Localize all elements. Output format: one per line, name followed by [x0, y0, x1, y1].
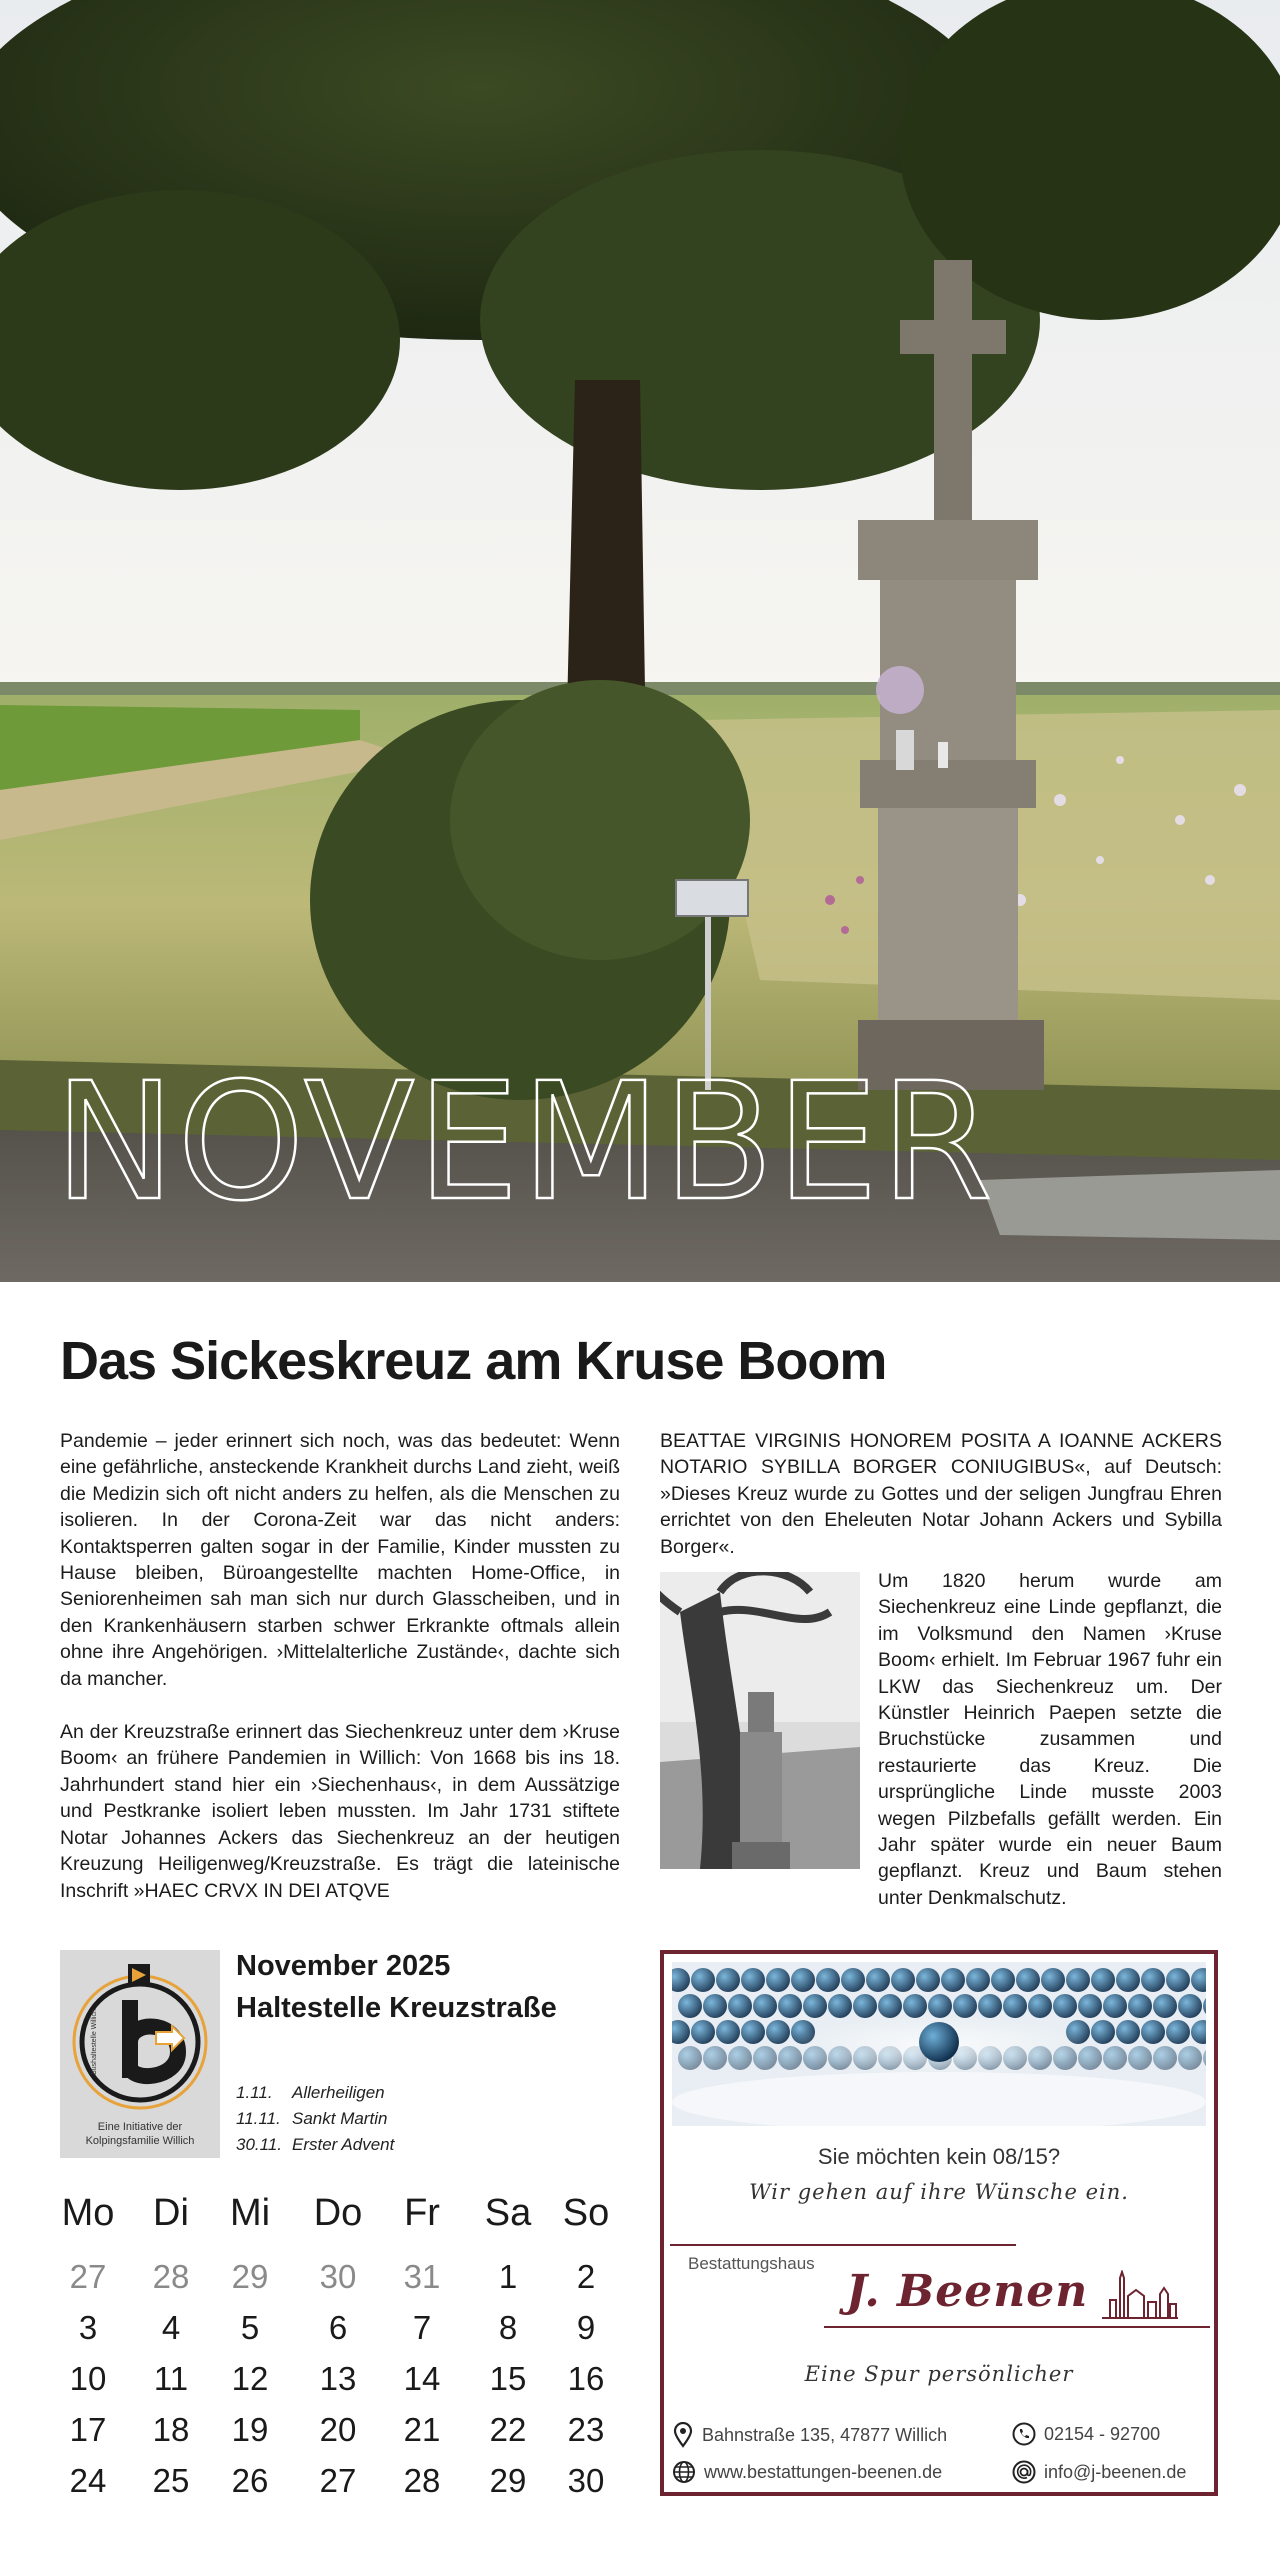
initiative-logo: [60, 1950, 220, 2158]
ad-subline: Wir gehen auf ihre Wünsche ein.: [749, 2180, 1129, 2204]
holiday-date: 1.11.: [236, 2083, 273, 2102]
ad-slogan: Eine Spur persönlicher: [804, 2362, 1074, 2386]
weekday-label: Di: [153, 2192, 189, 2234]
calendar-week-row: [60, 2309, 620, 2349]
logo-caption: Eine Initiative der Kolpingsfamilie Willich: [85, 2121, 195, 2147]
holiday-name: Allerheiligen: [292, 2083, 385, 2102]
calendar-day-other-month: 28: [152, 2258, 190, 2295]
calendar-week-row: [60, 2258, 620, 2298]
calendar-day: 23: [567, 2411, 605, 2448]
calendar-week-row: [60, 2411, 620, 2451]
calendar-day: 13: [319, 2360, 357, 2397]
weekday-label: Do: [313, 2192, 363, 2234]
calendar-day: 11: [153, 2360, 189, 2397]
calendar-day: 18: [152, 2411, 190, 2448]
holiday-list: [236, 2080, 394, 2158]
map-pin-icon: [672, 2422, 694, 2448]
calendar-day: 1: [498, 2258, 518, 2295]
weekday-label: Fr: [404, 2192, 440, 2234]
ad-divider: [670, 2244, 1016, 2246]
calendar-day: 27: [319, 2462, 357, 2499]
ad-email[interactable]: info@j-beenen.de: [1012, 2460, 1186, 2484]
calendar-day: 20: [319, 2411, 357, 2448]
weekday-label: Mo: [61, 2192, 115, 2234]
month-title: NOVEMBER: [54, 1049, 995, 1237]
calendar-day: 25: [152, 2462, 190, 2499]
calendar-month-label: November 2025: [236, 1950, 451, 1982]
calendar-day: 6: [328, 2309, 348, 2346]
article-paragraph: BEATTAE VIRGINIS HONOREM POSITA A IOANNE ACKERS NOTARIO SYBILLA BORGER CONIUGIBUS«, auf Deutsch: »Dieses Kreuz wurde zu Gottes und der seligen Jungfrau Ehren errichtet von den Eheleuten Notar Johann Ackers und Sybilla Borger«.: [660, 1430, 1222, 1558]
calendar-week-row: [60, 2462, 620, 2502]
holiday-item: [236, 2106, 394, 2132]
advertisement: [660, 1950, 1218, 2496]
holiday-item: [236, 2132, 394, 2158]
weekday-label: Sa: [484, 2192, 532, 2234]
globe-icon: [672, 2460, 696, 2484]
calendar-day: 14: [403, 2360, 441, 2397]
calendar-day: 12: [231, 2360, 269, 2397]
calendar-day: 30: [567, 2462, 605, 2499]
ad-headline: Sie möchten kein 08/15?: [817, 2144, 1061, 2169]
ad-beads-image: [672, 1962, 1206, 2126]
calendar-day: 24: [69, 2462, 107, 2499]
calendar-day: 16: [567, 2360, 605, 2397]
article-column-right: [660, 1428, 1222, 1560]
ad-address: Bahnstraße 135, 47877 Willich: [672, 2422, 947, 2448]
logo-ring-text: Bushaltestelle Willich: [91, 2009, 98, 2075]
town-skyline-icon: [1100, 2270, 1180, 2320]
holiday-date: 30.11.: [236, 2135, 283, 2154]
article-paragraph: An der Kreuzstraße erinnert das Siechenkreuz unter dem ›Kruse Boom‹ an frühere Pandemien in Willich: Von 1668 bis ins 18. Jahrhundert stand hier ein ›Siechenhaus‹, in dem Aussätzige und Pestkranke isoliert leben mussten. Im Jahr 1731 stiftete Notar Johannes Ackers das Siechenkreuz an der heutigen Kreuzung Heiligenweg/Kreuzstraße. Es trägt die lateinische Inschrift »HAEC CRVX IN DEI ATQVE: [60, 1721, 620, 1902]
holiday-name: Sankt Martin: [292, 2109, 388, 2128]
calendar-day: 15: [489, 2360, 527, 2397]
calendar-day: 2: [576, 2258, 596, 2295]
calendar-day: 28: [403, 2462, 441, 2499]
calendar-weekdays: [60, 2192, 620, 2238]
calendar-day: 4: [161, 2309, 181, 2346]
ad-divider: [824, 2326, 1210, 2328]
ad-company-label: Bestattungshaus: [688, 2254, 815, 2273]
calendar-day: 17: [69, 2411, 107, 2448]
calendar-day: 7: [412, 2309, 432, 2346]
article-paragraph: Pandemie – jeder erinnert sich noch, was das bedeutet: Wenn eine gefährliche, ansteckende Krankheit durchs Land zieht, weiß die Medizin sich oft nicht anders zu helfen, als die Menschen zu isolieren. In der Corona-Zeit war das nicht anders: Kontaktsperren galten sogar in der Familie, Kinder mussten zu Hause bleiben, Büroangestellte machten Home-Office, in Seniorenheimen sah man sich nur durch Glasscheiben, und in den Krankenhäusern starben schwer Erkrankte oftmals allein ohne ihre Angehörigen. ›Mittelalterliche Zustände‹, dachte sich da mancher.: [60, 1430, 620, 1690]
ad-brand-logo: J. Beenen: [846, 2266, 1089, 2317]
phone-icon: [1012, 2422, 1036, 2446]
holiday-date: 11.11.: [236, 2109, 281, 2128]
ad-phone: 02154 - 92700: [1012, 2422, 1160, 2446]
article-column-right-lower: [878, 1568, 1222, 1911]
calendar-day: 10: [69, 2360, 107, 2397]
weekday-label: Mi: [229, 2192, 271, 2234]
calendar-day: 29: [489, 2462, 527, 2499]
bus-stop-logo-icon: [60, 1950, 220, 2120]
calendar-day: 5: [240, 2309, 260, 2346]
calendar-day-other-month: 31: [403, 2258, 441, 2295]
holiday-name: Erster Advent: [292, 2135, 395, 2154]
holiday-item: [236, 2080, 394, 2106]
ad-website[interactable]: www.bestattungen-beenen.de: [672, 2460, 942, 2484]
calendar-stop-label: Haltestelle Kreuzstraße: [236, 1992, 557, 2024]
calendar-day-other-month: 30: [319, 2258, 357, 2295]
calendar-day: 22: [489, 2411, 527, 2448]
weekday-label: So: [562, 2192, 610, 2234]
calendar-day: 19: [231, 2411, 269, 2448]
at-sign-icon: [1012, 2460, 1036, 2484]
calendar-day: 3: [78, 2309, 98, 2346]
article-paragraph: Um 1820 herum wurde am Siechenkreuz eine Linde gepflanzt, die im Volksmund den Namen ›Kruse Boom‹ erhielt. Im Februar 1967 fuhr ein LKW das Siechenkreuz um. Der Künstler Heinrich Paepen setzte die Bruchstücke zusammen und restaurierte das Kreuz. Die ursprüngliche Linde musste 2003 wegen Pilzbefalls gefällt werden. Ein Jahr später wurde ein neuer Baum gepflanzt. Kreuz und Baum stehen unter Denkmalschutz.: [878, 1570, 1222, 1909]
inset-historic-photo: [660, 1572, 860, 1869]
calendar-day-other-month: 29: [231, 2258, 269, 2295]
calendar-day-other-month: 27: [69, 2258, 107, 2295]
calendar-day: 8: [498, 2309, 518, 2346]
article-column-left: [60, 1428, 620, 1904]
calendar-day: 26: [231, 2462, 269, 2499]
calendar-day: 9: [576, 2309, 596, 2346]
calendar-week-row: [60, 2360, 620, 2400]
calendar-day: 21: [403, 2411, 441, 2448]
article-title: Das Sickeskreuz am Kruse Boom: [60, 1331, 887, 1391]
